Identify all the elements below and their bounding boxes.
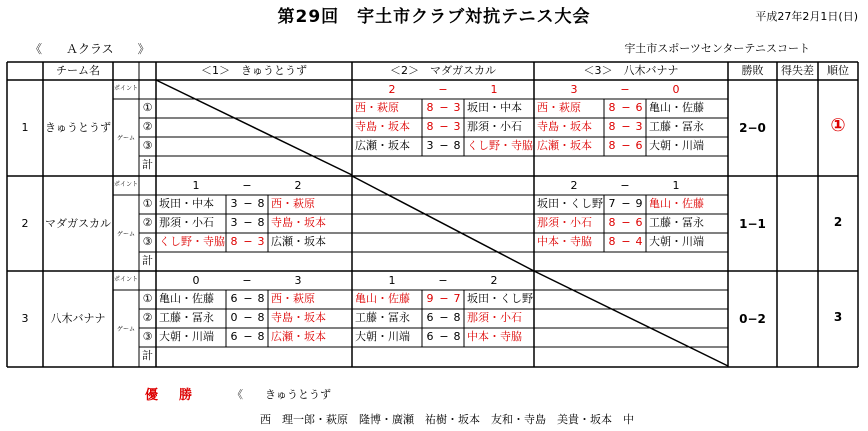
match-points-sep: −: [620, 83, 630, 96]
match-points-sep: −: [438, 83, 448, 96]
game-score-b: 8: [257, 197, 265, 210]
game-score-b: 8: [257, 292, 265, 305]
game-score-b: 8: [257, 311, 265, 324]
game-score-b: 3: [257, 235, 265, 248]
game-score-dash: −: [621, 139, 631, 152]
game-pair-right: 中本・寺脇: [467, 330, 522, 343]
match-points-b: 1: [490, 83, 498, 96]
game-pair-left: 西・萩原: [355, 101, 399, 114]
game-pair-left: 寺島・坂本: [537, 120, 592, 133]
team-rank: 3: [833, 310, 843, 324]
game-score-a: 8: [426, 101, 434, 114]
game-pair-left: 那須・小石: [159, 216, 214, 229]
label-game: ゲーム: [116, 326, 135, 333]
team-name: 八木バナナ: [50, 312, 106, 325]
team-number: 3: [21, 312, 29, 325]
game-pair-right: 亀山・佐藤: [649, 101, 704, 114]
label-game: ゲーム: [116, 135, 135, 142]
game-pair-right: 寺島・坂本: [271, 311, 326, 324]
match-points-sep: −: [242, 179, 252, 192]
game-score-a: 8: [230, 235, 238, 248]
game-score-dash: −: [243, 197, 253, 210]
team-name: マダガスカル: [45, 217, 111, 230]
header-winloss: 勝敗: [741, 64, 764, 77]
game-score-dash: −: [439, 311, 449, 324]
game-score-b: 7: [453, 292, 461, 305]
game-score-a: 6: [426, 311, 434, 324]
header-team: チーム名: [56, 64, 100, 77]
champion-team: 《 きゅうとうず: [232, 388, 331, 401]
game-pair-right: 西・萩原: [271, 292, 315, 305]
label-g1: ①: [142, 292, 153, 305]
game-pair-left: 坂田・くし野: [537, 197, 603, 210]
match-points-a: 1: [192, 179, 200, 192]
game-score-dash: −: [243, 235, 253, 248]
match-points-b: 0: [672, 83, 680, 96]
label-g2: ②: [142, 216, 153, 229]
game-score-dash: −: [439, 120, 449, 133]
header-rank: 順位: [827, 64, 849, 77]
game-score-dash: −: [439, 101, 449, 114]
game-score-dash: −: [621, 197, 631, 210]
game-pair-left: 中本・寺脇: [537, 235, 592, 248]
venue: 宇土市スポーツセンターテニスコート: [624, 42, 810, 55]
label-point: ポイント: [113, 85, 138, 92]
game-score-b: 8: [453, 139, 461, 152]
team-name: きゅうとうず: [45, 121, 111, 134]
game-pair-right: 大朝・川端: [649, 235, 704, 248]
game-pair-right: 那須・小石: [467, 120, 522, 133]
game-pair-left: 大朝・川端: [159, 330, 214, 343]
match-points-b: 1: [672, 179, 680, 192]
team-record: 2−0: [739, 121, 766, 135]
label-game: ゲーム: [116, 231, 135, 238]
header-col3: ＜3＞ 八木バナナ: [583, 64, 679, 77]
game-score-a: 8: [608, 139, 616, 152]
game-score-a: 8: [426, 120, 434, 133]
game-pair-left: 大朝・川端: [355, 330, 410, 343]
match-points-sep: −: [438, 274, 448, 287]
game-pair-right: 大朝・川端: [649, 139, 704, 152]
game-score-a: 6: [230, 330, 238, 343]
team-record: 0−2: [739, 312, 766, 326]
match-points-a: 1: [388, 274, 396, 287]
game-pair-left: 那須・小石: [537, 216, 592, 229]
game-pair-right: 広瀬・坂本: [271, 330, 326, 343]
game-pair-left: 広瀬・坂本: [355, 139, 410, 152]
game-score-a: 0: [230, 311, 238, 324]
team-rank: ①: [830, 115, 846, 136]
label-g2: ②: [142, 120, 153, 133]
game-score-b: 3: [453, 120, 461, 133]
game-score-b: 8: [257, 330, 265, 343]
champion-label: 優 勝: [145, 388, 197, 403]
game-score-dash: −: [439, 139, 449, 152]
game-pair-left: 工藤・冨永: [159, 311, 214, 324]
header-col2: ＜2＞ マダガスカル: [390, 64, 496, 77]
game-pair-right: 坂田・中本: [467, 101, 522, 114]
game-pair-right: 那須・小石: [467, 311, 522, 324]
diagonal-2: [352, 176, 534, 271]
game-score-a: 8: [608, 101, 616, 114]
page-title: 第29回 宇土市クラブ対抗テニス大会: [277, 7, 591, 27]
game-pair-right: 工藤・冨永: [649, 216, 704, 229]
label-g3: ③: [142, 235, 153, 248]
game-score-dash: −: [439, 292, 449, 305]
game-pair-left: 亀山・佐藤: [159, 292, 214, 305]
game-score-dash: −: [439, 330, 449, 343]
team-rank: 2: [833, 215, 843, 229]
game-pair-left: 寺島・坂本: [355, 120, 410, 133]
game-score-b: 6: [635, 216, 643, 229]
game-score-a: 7: [608, 197, 616, 210]
game-pair-right: 西・萩原: [271, 197, 315, 210]
game-score-b: 4: [635, 235, 643, 248]
champion-members: 西 理一郎・萩原 隆博・廣瀬 祐樹・坂本 友和・寺島 美貴・坂本 中: [260, 413, 634, 426]
game-score-b: 8: [257, 216, 265, 229]
label-total: 計: [142, 349, 153, 362]
game-score-b: 9: [635, 197, 643, 210]
game-pair-right: 寺島・坂本: [271, 216, 326, 229]
game-score-dash: −: [621, 120, 631, 133]
game-score-a: 6: [426, 330, 434, 343]
header-col1: ＜1＞ きゅうとうず: [201, 64, 307, 77]
game-score-dash: −: [621, 235, 631, 248]
label-total: 計: [142, 158, 153, 171]
game-pair-right: 坂田・くし野: [467, 292, 533, 305]
team-number: 1: [21, 121, 29, 134]
team-number: 2: [21, 217, 29, 230]
game-pair-right: 広瀬・坂本: [271, 235, 326, 248]
game-score-b: 3: [453, 101, 461, 114]
game-score-dash: −: [243, 330, 253, 343]
match-points-a: 0: [192, 274, 200, 287]
game-score-dash: −: [243, 216, 253, 229]
label-point: ポイント: [113, 276, 138, 283]
game-score-b: 6: [635, 139, 643, 152]
game-score-b: 8: [453, 330, 461, 343]
game-score-dash: −: [243, 311, 253, 324]
game-score-a: 3: [230, 216, 238, 229]
diagonal-1: [156, 80, 352, 175]
event-date: 平成27年2月1日(日): [755, 10, 858, 23]
header-diff: 得失差: [781, 64, 814, 77]
match-points-sep: −: [242, 274, 252, 287]
game-pair-left: 工藤・冨永: [355, 311, 410, 324]
game-score-a: 8: [608, 235, 616, 248]
match-points-b: 3: [294, 274, 302, 287]
label-g3: ③: [142, 139, 153, 152]
game-pair-right: 工藤・冨永: [649, 120, 704, 133]
label-g2: ②: [142, 311, 153, 324]
game-pair-left: 広瀬・坂本: [537, 139, 592, 152]
game-score-a: 6: [230, 292, 238, 305]
game-score-a: 9: [426, 292, 434, 305]
match-points-b: 2: [490, 274, 498, 287]
game-pair-left: くし野・寺脇: [159, 235, 225, 248]
game-pair-right: くし野・寺脇: [467, 139, 533, 152]
match-points-a: 2: [570, 179, 578, 192]
label-g3: ③: [142, 330, 153, 343]
game-score-a: 8: [608, 216, 616, 229]
team-record: 1−1: [739, 217, 766, 231]
label-g1: ①: [142, 101, 153, 114]
game-pair-left: 亀山・佐藤: [355, 292, 410, 305]
match-points-a: 3: [570, 83, 578, 96]
diagonal-3: [534, 271, 728, 366]
label-g1: ①: [142, 197, 153, 210]
game-score-a: 8: [608, 120, 616, 133]
game-score-dash: −: [621, 101, 631, 114]
game-pair-right: 亀山・佐藤: [649, 197, 704, 210]
game-pair-left: 坂田・中本: [159, 197, 214, 210]
label-total: 計: [142, 254, 153, 267]
match-points-a: 2: [388, 83, 396, 96]
game-score-a: 3: [230, 197, 238, 210]
match-points-b: 2: [294, 179, 302, 192]
game-pair-left: 西・萩原: [537, 101, 581, 114]
class-label: 《 Ａクラス 》: [30, 42, 150, 56]
game-score-b: 3: [635, 120, 643, 133]
game-score-dash: −: [243, 292, 253, 305]
label-point: ポイント: [113, 181, 138, 188]
game-score-b: 8: [453, 311, 461, 324]
game-score-b: 6: [635, 101, 643, 114]
game-score-dash: −: [621, 216, 631, 229]
game-score-a: 3: [426, 139, 434, 152]
match-points-sep: −: [620, 179, 630, 192]
